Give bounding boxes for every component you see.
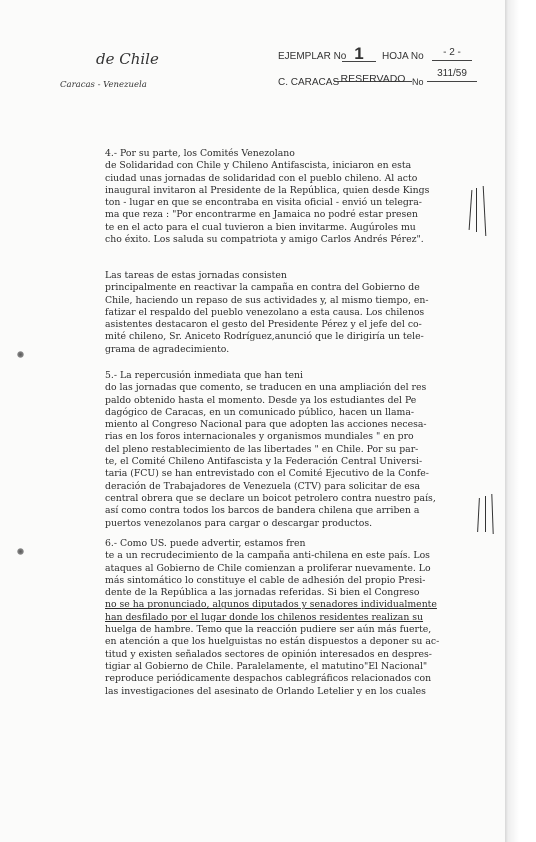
- text-line: 6.- Como US. puede advertir, estamos fren: [105, 538, 306, 549]
- text-line: reproduce periódicamente despachos cablegráficos relacionados con: [105, 673, 432, 685]
- page-edge-shadow: [505, 0, 536, 842]
- punch-hole: [17, 351, 24, 358]
- paragraph-5: [105, 370, 460, 530]
- text-line: te en el acto para el cual tuvieron a bien invitarme. Augúroles mu: [105, 221, 416, 233]
- text-line: Chile, haciendo un repaso de sus actividades y, al mismo tiempo, en-: [105, 294, 429, 306]
- letterhead-location: Caracas - Venezuela: [60, 80, 147, 90]
- text-line: no se ha pronunciado, algunos diputados y senadores individualmente: [105, 599, 437, 611]
- text-line: taria (FCU) se han entrevistado con el Comité Ejecutivo de la Confe-: [105, 468, 429, 480]
- text-line: te a un recrudecimiento de la campaña anti-chilena en este país. Los: [105, 550, 430, 562]
- text-line: miento al Congreso Nacional para que adopten las acciones necesa-: [105, 419, 427, 431]
- text-line: cho éxito. Los saluda su compatriota y amigo Carlos Andrés Pérez".: [105, 234, 424, 246]
- text-line: te, el Comité Chileno Antifascista y la Federación Central Universi-: [105, 456, 423, 468]
- text-line: huelga de hambre. Temo que la reacción pudiere ser aún más fuerte,: [105, 624, 432, 636]
- text-line: del pleno restablecimiento de las libertades " en Chile. Por su par-: [105, 443, 419, 455]
- text-line: deración de Trabajadores de Venezuela (CTV) para solicitar de esa: [105, 480, 421, 492]
- ejemplar-value: 1: [354, 44, 364, 63]
- text-line: puertos venezolanos para cargar o descargar productos.: [105, 517, 373, 529]
- text-line: dente de la República a las jornadas referidas. Si bien el Congreso: [105, 587, 420, 599]
- text-line: ton - lugar en que se encontraba en visita oficial - envió un telegra-: [105, 197, 422, 209]
- text-line: ataques al Gobierno de Chile comienzan a proliferar nuevamente. Lo: [105, 562, 431, 574]
- text-line: grama de agradecimiento.: [105, 343, 230, 355]
- text-line: tigiar al Gobierno de Chile. Paralelamente, el matutino"El Nacional": [105, 660, 428, 672]
- text-line: paldo obtenido hasta el momento. Desde ya los estudiantes del Pe: [105, 394, 417, 406]
- text-line: Las tareas de estas jornadas consisten: [105, 270, 287, 281]
- text-line: central obrera que se declare un boicot petrolero contra nuestro país,: [105, 492, 436, 504]
- paragraph-4: [105, 148, 460, 246]
- text-line: dagógico de Caracas, en un comunicado público, hacen un llama-: [105, 406, 415, 418]
- text-line: asistentes destacaron el gesto del Presidente Pérez y el jefe del co-: [105, 319, 422, 331]
- hoja-label: HOJA No: [382, 51, 424, 62]
- text-line: más sintomático lo constituye el cable de adhesión del propio Presi-: [105, 574, 426, 586]
- classification-line: [334, 67, 412, 85]
- paragraph-tareas: [105, 270, 460, 356]
- doc-number: 311/59: [427, 68, 477, 82]
- paragraph-6: [105, 538, 460, 698]
- text-line: han desfilado por el lugar donde los chilenos residentes realizan su: [105, 611, 424, 623]
- text-line: las investigaciones del asesinato de Orlando Letelier y en los cuales: [105, 685, 426, 697]
- classification-stamp: RESERVADO: [340, 73, 406, 85]
- margin-mark: [476, 188, 477, 232]
- text-line: titud y existen señalados sectores de opinión interesados en despres-: [105, 648, 432, 660]
- city-label: C. CARACAS: [278, 77, 340, 88]
- text-line: 5.- La repercusión inmediata que han teni: [105, 370, 304, 381]
- text-line: en atención a que los huelguistas no están dispuestos a deponer su ac-: [105, 636, 440, 648]
- text-line: principalmente en reactivar la campaña en contra del Gobierno de: [105, 282, 420, 294]
- text-line: así como contra todos los barcos de bandera chilena que arriben a: [105, 505, 420, 517]
- text-line: ciudad unas jornadas de solidaridad con el pueblo chileno. Al acto: [105, 172, 418, 184]
- hoja-value: - 2 -: [432, 47, 472, 61]
- letterhead-org: de Chile: [96, 50, 159, 68]
- text-line: rias en los foros internacionales y organismos mundiales " en pro: [105, 431, 414, 443]
- ejemplar-label: EJEMPLAR No: [278, 51, 347, 62]
- text-line: do las jornadas que comento, se traducen en una ampliación del res: [105, 382, 427, 394]
- punch-hole: [17, 548, 24, 555]
- text-line: inaugural invitaron al Presidente de la República, quien desde Kings: [105, 184, 430, 196]
- text-line: 4.- Por su parte, los Comités Venezolano: [105, 148, 295, 159]
- margin-mark: [485, 496, 486, 532]
- text-line: fatizar el respaldo del pueblo venezolano a esta causa. Los chilenos: [105, 306, 425, 318]
- doc-number-label: No: [412, 77, 424, 87]
- text-line: mité chileno, Sr. Aniceto Rodríguez,anunció que le dirigiría un tele-: [105, 331, 424, 343]
- ejemplar-value-line: [342, 44, 376, 62]
- text-line: de Solidaridad con Chile y Chileno Antifascista, iniciaron en esta: [105, 160, 412, 172]
- text-line: ma que reza : "Por encontrarme en Jamaica no podré estar presen: [105, 209, 418, 221]
